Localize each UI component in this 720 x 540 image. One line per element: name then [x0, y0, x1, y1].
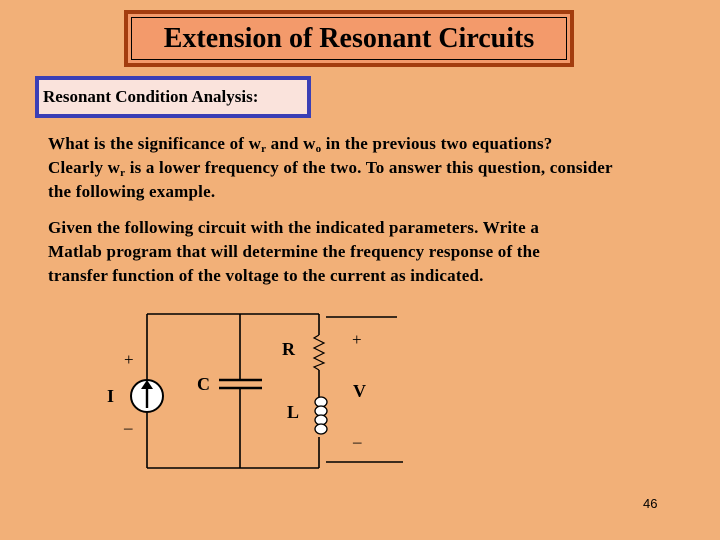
text-run: Clearly w	[48, 158, 121, 177]
para1-line3: the following example.	[48, 182, 216, 201]
output-plus-label: +	[352, 330, 362, 349]
inductor	[315, 397, 327, 434]
output-minus-label: –	[353, 432, 362, 451]
text-run: and w	[266, 134, 316, 153]
page-number: 46	[643, 496, 658, 511]
capacitor	[219, 380, 262, 388]
text-run: in the previous two equations?	[321, 134, 553, 153]
slide-title: Extension of Resonant Circuits	[163, 22, 535, 54]
subscript: r	[120, 167, 126, 179]
capacitor-label: C	[197, 374, 210, 394]
resistor-label: R	[282, 339, 295, 359]
subscript: o	[315, 143, 322, 155]
slide-subtitle: Resonant Condition Analysis:	[43, 87, 259, 106]
resistor	[314, 335, 324, 370]
para2-line1: Given the following circuit with the indicated parameters. Write a	[48, 218, 540, 237]
output-label: V	[353, 381, 366, 401]
source-plus-label: +	[124, 350, 134, 369]
source-minus-label: –	[124, 418, 133, 437]
source-label: I	[107, 386, 115, 406]
text-run: is a lower frequency of the two. To answer this question, consider	[125, 158, 613, 177]
current-source	[131, 380, 163, 412]
inductor-coil	[315, 424, 327, 434]
para2-line3: transfer function of the voltage to the current as indicated.	[48, 266, 484, 285]
subscript: r	[261, 143, 267, 155]
text-run: What is the significance of w	[48, 134, 262, 153]
para2-line2: Matlab program that will determine the frequency response of the	[48, 242, 541, 261]
inductor-label: L	[287, 402, 300, 422]
